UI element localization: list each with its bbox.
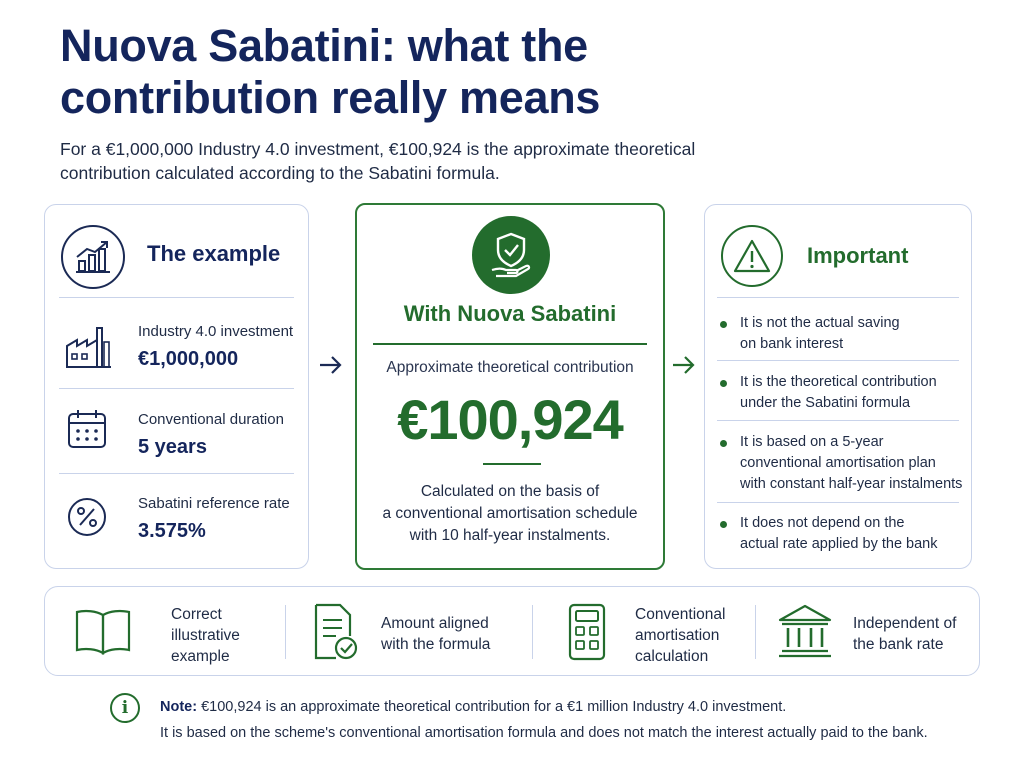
important-item: It is the theoretical contribution under the Sabatini formula [740,374,937,411]
contribution-value: €100,924 [397,388,623,451]
strip-item-text: Conventional amortisation calculation [635,606,726,665]
calculator-icon [565,601,609,663]
important-item: It is not the actual saving on bank interest [740,315,900,352]
important-heading: Important [807,243,909,268]
investment-value: €1,000,000 [138,348,239,370]
strip-item-text: Independent of the bank rate [853,615,957,653]
contribution-label: Approximate theoretical contribution [386,359,634,376]
divider [717,360,959,361]
strip-separator [532,605,533,659]
important-item: It does not depend on the actual rate applied by the bank [740,515,938,552]
example-heading: The example [147,241,281,266]
arrow-right-icon [318,352,344,383]
divider [59,473,294,474]
contribution-note [357,481,663,547]
book-icon [71,605,135,659]
bullet-dot [720,521,727,528]
divider [717,420,959,421]
note-text-line-2: It is based on the scheme's conventional amortisation formula and does not match the interest actually paid to the bank. [160,725,928,741]
example-card [44,204,309,569]
growth-chart-icon [61,225,125,289]
duration-value: 5 years [138,436,207,458]
bullet-dot [720,440,727,447]
features-strip [44,586,980,676]
strip-separator [755,605,756,659]
page-subtitle: For a €1,000,000 Industry 4.0 investment, €100,924 is the approximate theoretical contribution calculated according to the Sabatini formula. [60,139,696,183]
bank-icon [775,601,835,661]
bullet-dot [720,380,727,387]
strip-separator [285,605,286,659]
rate-label: Sabatini reference rate [138,495,290,512]
arrow-right-icon [671,352,697,383]
divider [59,388,294,389]
strip-item-text: Amount aligned with the formula [381,615,491,653]
divider [717,502,959,503]
duration-label: Conventional duration [138,411,284,428]
divider [373,343,647,345]
document-check-icon [307,601,361,663]
strip-item-text: Correct illustrative example [171,606,240,665]
rate-value: 3.575% [138,520,206,542]
info-icon: i [110,693,140,723]
note-line: with 10 half-year instalments. [409,527,611,544]
contribution-card [355,203,665,570]
divider [59,297,294,298]
bullet-dot [720,321,727,328]
calendar-icon [65,407,109,451]
note-line: a conventional amortisation schedule [382,505,638,522]
page-title: Nuova Sabatini: what the contribution really means [60,20,601,123]
divider [483,463,541,465]
investment-label: Industry 4.0 investment [138,323,294,340]
divider [717,297,959,298]
note-text: Note: €100,924 is an approximate theoretical contribution for a €1 million Industry 4.0 investment. [160,699,787,715]
note-line: Calculated on the basis of [420,483,600,500]
warning-icon [721,225,783,287]
important-card [704,204,972,569]
shield-hand-icon [472,216,550,294]
contribution-heading: With Nuova Sabatini [403,301,617,326]
percent-icon [65,495,109,539]
important-item: It is based on a 5-year conventional amortisation plan with constant half-year instalments [740,434,963,492]
factory-icon [63,323,115,371]
